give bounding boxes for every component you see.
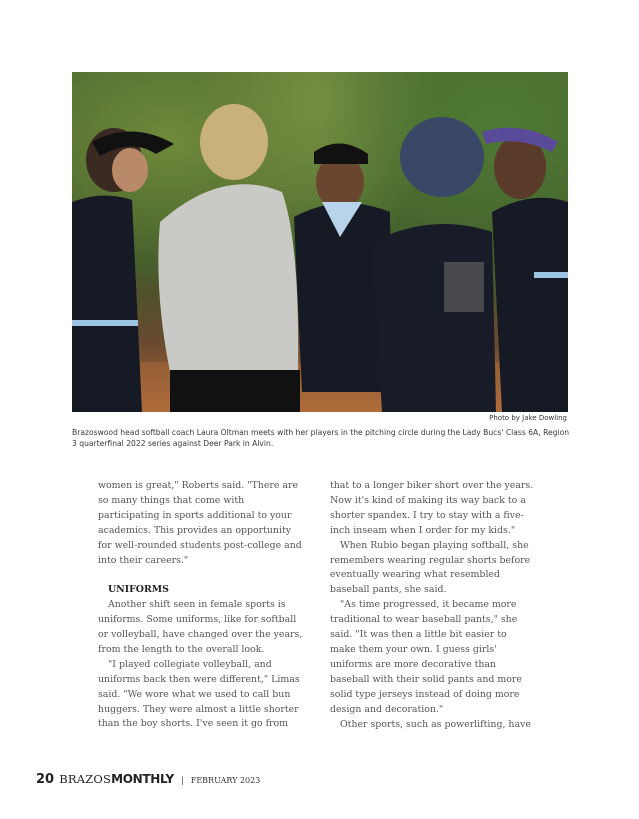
paragraph: Another shift seen in female sports is uniforms. Some uniforms, like for softball or volleyball, have changed over the years, from the length to the overall look. bbox=[98, 599, 303, 655]
paragraph: women is great," Roberts said. "There are so many things that come with participating in sports additional to your academics. This provides an opportunity for well-rounded students post-college and into their careers." bbox=[98, 480, 302, 566]
photo-credit: Photo by Jake Dowling bbox=[489, 414, 567, 422]
spacer bbox=[98, 568, 303, 583]
footer-separator: | bbox=[180, 776, 184, 785]
page-footer bbox=[36, 768, 260, 787]
article-column-right bbox=[330, 479, 535, 732]
page-number: 20 bbox=[36, 772, 55, 787]
paragraph: "I played collegiate volleyball, and uniforms back then were different," Limas said. "We wore what we used to call bun huggers. They were almost a little shorter than the boy shorts. I've seen it go from bbox=[98, 658, 300, 730]
article-column-left bbox=[98, 479, 303, 732]
photo-caption: Brazoswood head softball coach Laura Oltman meets with her players in the pitching circle during the Lady Bucs' Class 6A, Region 3 quarterfinal 2022 series against Deer Park in Alvin. bbox=[72, 428, 570, 448]
issue-date: FEBRUARY 2023 bbox=[190, 776, 261, 785]
paragraph: When Rubio began playing softball, she remembers wearing regular shorts before eventually wearing what resembled baseball pants, she said. bbox=[330, 539, 531, 596]
article-photo bbox=[72, 72, 568, 412]
softball-team-illustration bbox=[72, 72, 568, 412]
paragraph: that to a longer biker short over the years. Now it's kind of making its way back to a shorter spandex. I try to stay with a five-inch inseam when I order for my kids." bbox=[330, 480, 534, 536]
brand-name-part1: BRAZOS bbox=[59, 772, 112, 786]
brand-name-part2: MONTHLY bbox=[111, 772, 174, 786]
paragraph: "As time progressed, it became more traditional to wear baseball pants," she said. "It was then a little bit easier to make them your own. I guess girls' uniforms are more decorative than baseball with their solid pants and more solid type jerseys instead of doing more design and decoration." bbox=[330, 599, 522, 715]
paragraph: Other sports, such as powerlifting, have bbox=[340, 718, 531, 730]
section-heading: UNIFORMS bbox=[108, 584, 169, 596]
